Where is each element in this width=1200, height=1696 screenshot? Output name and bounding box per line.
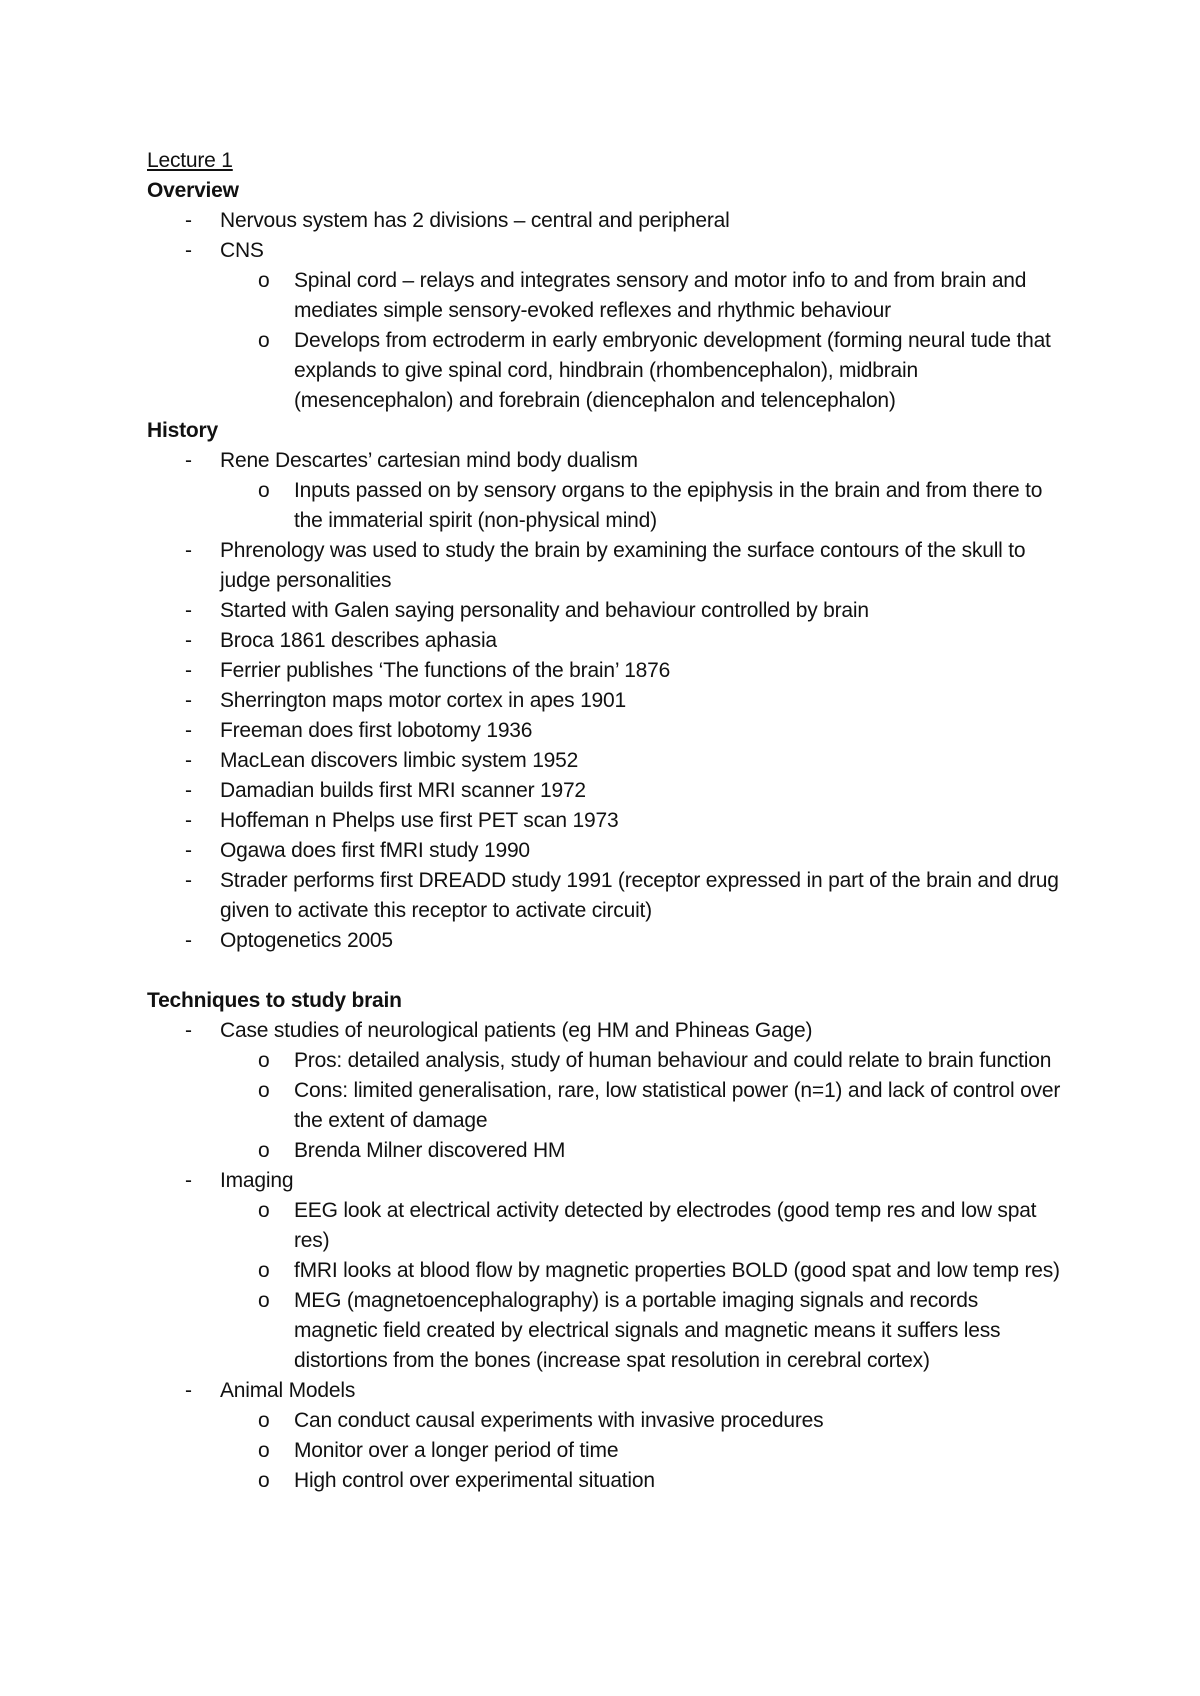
sub-list-item xyxy=(147,1136,1067,1166)
bullet-dash: - xyxy=(185,689,192,712)
bullet-dash: - xyxy=(185,809,192,832)
bullet-circle: o xyxy=(258,479,270,502)
list-item-text: CNS xyxy=(220,239,264,262)
bullet-dash: - xyxy=(185,599,192,622)
sub-list-item-text: Spinal cord – relays and integrates sensory and motor info to and from brain and mediates simple sensory-evoked reflexes and rhythmic behaviour xyxy=(294,269,1027,322)
bullet-circle: o xyxy=(258,329,270,352)
sub-list-item-text: Monitor over a longer period of time xyxy=(294,1439,619,1462)
bullet-circle: o xyxy=(258,1049,270,1072)
bullet-dash: - xyxy=(185,449,192,472)
bullet-dash: - xyxy=(185,239,192,262)
sub-list-item xyxy=(147,326,1067,416)
bullet-dash: - xyxy=(185,539,192,562)
list-item xyxy=(147,1016,1067,1046)
list-item xyxy=(147,1376,1067,1406)
bullet-dash: - xyxy=(185,659,192,682)
section-heading-history: History xyxy=(147,419,218,442)
list-item xyxy=(147,716,1067,746)
bullet-dash: - xyxy=(185,779,192,802)
list-item xyxy=(147,626,1067,656)
bullet-circle: o xyxy=(258,1199,270,1222)
list-item-text: Nervous system has 2 divisions – central and peripheral xyxy=(220,209,730,232)
sub-list-item-text: Can conduct causal experiments with invasive procedures xyxy=(294,1409,824,1432)
sub-list-item-text: fMRI looks at blood flow by magnetic properties BOLD (good spat and low temp res) xyxy=(294,1259,1060,1282)
sub-list-item-text: EEG look at electrical activity detected by electrodes (good temp res and low spat res) xyxy=(294,1199,1037,1252)
sub-list-item-text: Brenda Milner discovered HM xyxy=(294,1139,566,1162)
list-item xyxy=(147,446,1067,476)
sub-list-item xyxy=(147,1436,1067,1466)
list-item xyxy=(147,806,1067,836)
list-item-text: Sherrington maps motor cortex in apes 1901 xyxy=(220,689,626,712)
list-item-text: Case studies of neurological patients (eg HM and Phineas Gage) xyxy=(220,1019,813,1042)
sub-list-item xyxy=(147,1256,1067,1286)
list-item xyxy=(147,746,1067,776)
sub-list-item xyxy=(147,1406,1067,1436)
sub-list-item-text: Cons: limited generalisation, rare, low statistical power (n=1) and lack of control over the extent of damage xyxy=(294,1079,1061,1132)
sub-list-item-text: Inputs passed on by sensory organs to the epiphysis in the brain and from there to the immaterial spirit (non-physical mind) xyxy=(294,479,1043,532)
list-item xyxy=(147,926,1067,956)
sub-list-item-text: Pros: detailed analysis, study of human behaviour and could relate to brain function xyxy=(294,1049,1052,1072)
list-item-text: Freeman does first lobotomy 1936 xyxy=(220,719,533,742)
bullet-circle: o xyxy=(258,1259,270,1282)
bullet-dash: - xyxy=(185,1169,192,1192)
sub-list-item xyxy=(147,1466,1067,1496)
bullet-circle: o xyxy=(258,1469,270,1492)
bullet-circle: o xyxy=(258,1139,270,1162)
list-item xyxy=(147,536,1067,596)
bullet-dash: - xyxy=(185,1379,192,1402)
document-body xyxy=(147,146,1067,1496)
list-item-text: Strader performs first DREADD study 1991 (receptor expressed in part of the brain and drug given to activate this receptor to activate circuit) xyxy=(220,869,1059,922)
bullet-dash: - xyxy=(185,839,192,862)
list-item xyxy=(147,776,1067,806)
list-item-text: Broca 1861 describes aphasia xyxy=(220,629,497,652)
bullet-dash: - xyxy=(185,629,192,652)
bullet-dash: - xyxy=(185,719,192,742)
bullet-circle: o xyxy=(258,1409,270,1432)
list-item xyxy=(147,206,1067,236)
list-item xyxy=(147,836,1067,866)
list-item xyxy=(147,866,1067,926)
bullet-dash: - xyxy=(185,749,192,772)
bullet-circle: o xyxy=(258,269,270,292)
list-item-text: Imaging xyxy=(220,1169,294,1192)
bullet-dash: - xyxy=(185,869,192,892)
list-item xyxy=(147,656,1067,686)
sub-list-item-text: MEG (magnetoencephalography) is a portable imaging signals and records magnetic field created by electrical signals and magnetic means it suffers less distortions from the bones (increase spat resolution in cerebral cortex) xyxy=(294,1289,1001,1372)
list-item-text: Ferrier publishes ‘The functions of the brain’ 1876 xyxy=(220,659,671,682)
bullet-dash: - xyxy=(185,1019,192,1042)
bullet-dash: - xyxy=(185,929,192,952)
sub-list-item xyxy=(147,1196,1067,1256)
sub-list-item-text: Develops from ectroderm in early embryonic development (forming neural tude that explands to give spinal cord, hindbrain (rhombencephalon), midbrain (mesencephalon) and forebrain (diencephalon and telencephalon) xyxy=(294,329,1051,412)
list-item-text: Started with Galen saying personality and behaviour controlled by brain xyxy=(220,599,869,622)
lecture-title: Lecture 1 xyxy=(147,149,233,172)
list-item-text: Hoffeman n Phelps use first PET scan 1973 xyxy=(220,809,619,832)
list-item xyxy=(147,1166,1067,1196)
bullet-dash: - xyxy=(185,209,192,232)
list-item-text: Rene Descartes’ cartesian mind body dualism xyxy=(220,449,638,472)
section-heading-overview: Overview xyxy=(147,179,239,202)
list-item-text: Animal Models xyxy=(220,1379,356,1402)
section-heading-techniques: Techniques to study brain xyxy=(147,989,402,1012)
list-item-text: Phrenology was used to study the brain by examining the surface contours of the skull to judge personalities xyxy=(220,539,1026,592)
bullet-circle: o xyxy=(258,1439,270,1462)
sub-list-item xyxy=(147,1286,1067,1376)
sub-list-item xyxy=(147,476,1067,536)
bullet-circle: o xyxy=(258,1289,270,1312)
list-item xyxy=(147,686,1067,716)
bullet-circle: o xyxy=(258,1079,270,1102)
sub-list-item-text: High control over experimental situation xyxy=(294,1469,655,1492)
list-item xyxy=(147,236,1067,266)
sub-list-item xyxy=(147,1046,1067,1076)
list-item xyxy=(147,596,1067,626)
list-item-text: MacLean discovers limbic system 1952 xyxy=(220,749,579,772)
sub-list-item xyxy=(147,266,1067,326)
section-spacer xyxy=(147,956,1067,986)
sub-list-item xyxy=(147,1076,1067,1136)
list-item-text: Ogawa does first fMRI study 1990 xyxy=(220,839,530,862)
list-item-text: Optogenetics 2005 xyxy=(220,929,393,952)
list-item-text: Damadian builds first MRI scanner 1972 xyxy=(220,779,586,802)
